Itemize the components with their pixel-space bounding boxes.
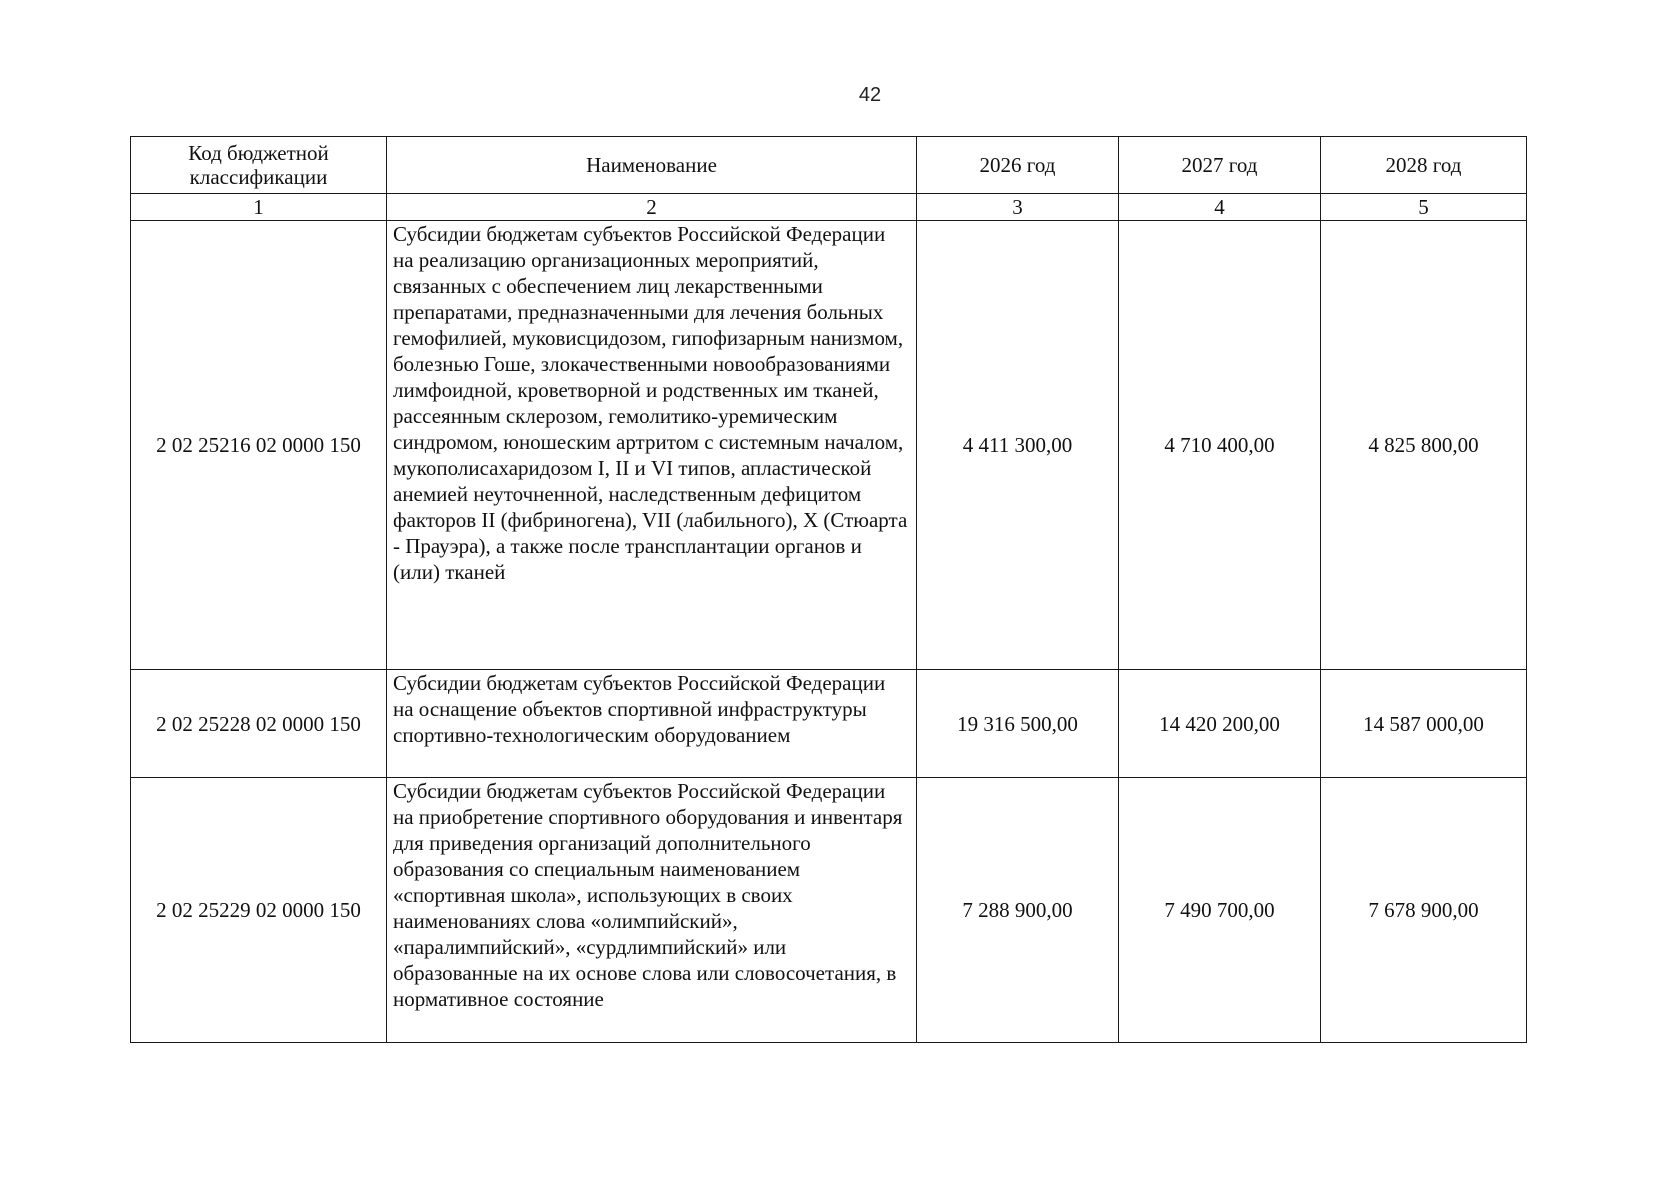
amount-2028-cell: 7 678 900,00 xyxy=(1321,778,1527,1043)
amount-2026-cell: 19 316 500,00 xyxy=(917,670,1119,778)
name-cell: Субсидии бюджетам субъектов Российской Федерации на реализацию организационных мероприятий, связанных с обеспечением лиц лекарственными препаратами, предназначенными для лечения больных гемофилией, муковисцидозом, гипофизарным нанизмом, болезнью Гоше, злокачественными новообразованиями лимфоидной, кроветворной и родственных им тканей, рассеянным склерозом, гемолитико-уремическим синдромом, юношеским артритом с системным началом, мукополисахаридозом I, II и VI типов, апластической анемией неуточненной, наследственным дефицитом факторов II (фибриногена), VII (лабильного), X (Стюарта - Прауэра), а также после трансплантации органов и (или) тканей xyxy=(387,221,917,670)
page-number: 42 xyxy=(858,84,882,106)
budget-table xyxy=(130,136,1527,1043)
amount-2028-cell: 14 587 000,00 xyxy=(1321,670,1527,778)
column-number: 2 xyxy=(387,194,917,221)
amount-2028-cell: 4 825 800,00 xyxy=(1321,221,1527,670)
header-year-2026: 2026 год xyxy=(917,137,1119,194)
column-number: 3 xyxy=(917,194,1119,221)
column-number: 1 xyxy=(131,194,387,221)
header-name: Наименование xyxy=(387,137,917,194)
header-year-2027: 2027 год xyxy=(1119,137,1321,194)
amount-2027-cell: 7 490 700,00 xyxy=(1119,778,1321,1043)
column-number-row xyxy=(131,194,1527,221)
header-row xyxy=(131,137,1527,194)
table-row xyxy=(131,778,1527,1043)
table-row xyxy=(131,221,1527,670)
header-code: Код бюджетной классификации xyxy=(131,137,387,194)
budget-code-cell: 2 02 25216 02 0000 150 xyxy=(131,221,387,670)
budget-code-cell: 2 02 25229 02 0000 150 xyxy=(131,778,387,1043)
amount-2027-cell: 14 420 200,00 xyxy=(1119,670,1321,778)
table-row xyxy=(131,670,1527,778)
name-cell: Субсидии бюджетам субъектов Российской Федерации на приобретение спортивного оборудования и инвентаря для приведения организаций дополнительного образования со специальным наименованием «спортивная школа», использующих в своих наименованиях слова «олимпийский», «паралимпийский», «сурдлимпийский» или образованные на их основе слова или словосочетания, в нормативное состояние xyxy=(387,778,917,1043)
column-number: 5 xyxy=(1321,194,1527,221)
header-year-2028: 2028 год xyxy=(1321,137,1527,194)
amount-2027-cell: 4 710 400,00 xyxy=(1119,221,1321,670)
amount-2026-cell: 7 288 900,00 xyxy=(917,778,1119,1043)
budget-code-cell: 2 02 25228 02 0000 150 xyxy=(131,670,387,778)
column-number: 4 xyxy=(1119,194,1321,221)
amount-2026-cell: 4 411 300,00 xyxy=(917,221,1119,670)
name-cell: Субсидии бюджетам субъектов Российской Федерации на оснащение объектов спортивной инфраструктуры спортивно-технологическим оборудованием xyxy=(387,670,917,778)
